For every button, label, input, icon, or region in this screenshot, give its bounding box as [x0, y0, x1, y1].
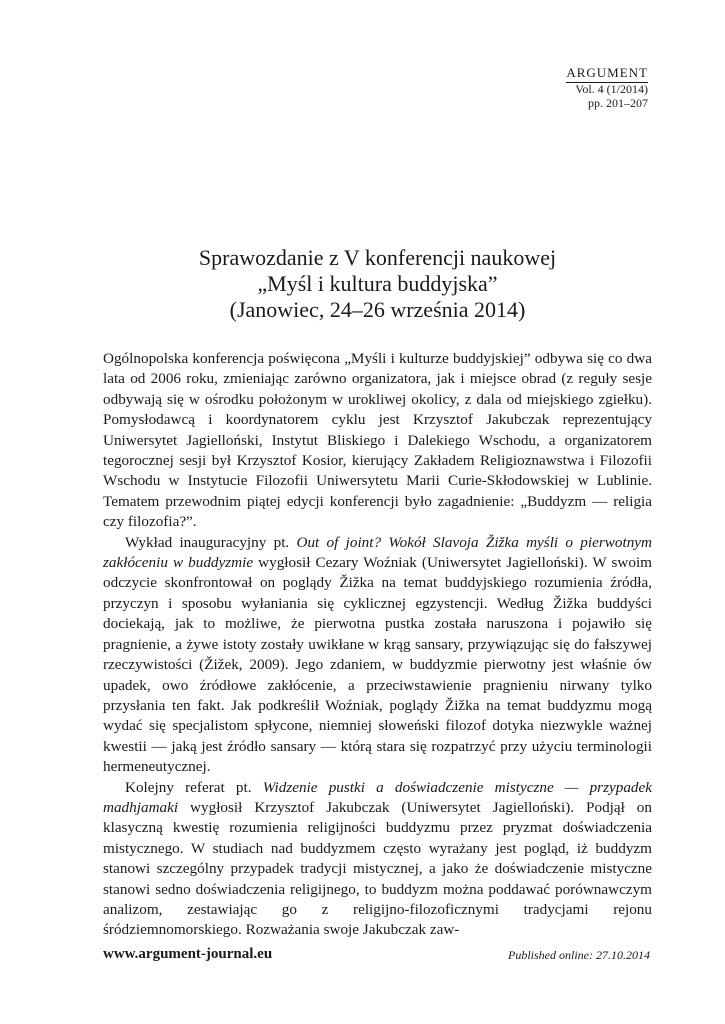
title-line-3: (Janowiec, 24–26 września 2014)	[229, 297, 526, 322]
article-title	[103, 245, 652, 323]
article-body	[103, 349, 652, 941]
journal-volume: Vol. 4 (1/2014)	[575, 81, 648, 96]
journal-url-link[interactable]: www.argument-journal.eu	[103, 946, 273, 962]
journal-pages: pp. 201–207	[588, 95, 648, 110]
journal-name: ARGUMENT	[566, 66, 648, 83]
title-line-1: Sprawozdanie z V konferencji naukowej	[198, 245, 557, 270]
paragraph-3-intro: Kolejny referat pt.	[125, 778, 263, 796]
title-line-2: „Myśl i kultura buddyjska”	[257, 271, 498, 296]
lecture-title-2: Widzenie pustki a doświadczenie mistyczne — przypadek madhjamaki	[103, 778, 652, 816]
published-date: Published online: 27.10.2014	[508, 948, 650, 962]
paragraph-2-text: wygłosił Cezary Woźniak (Uniwersytet Jagielloński). W swoim odczycie skonfrontował on poglądy Žižka na temat buddyjskiego rozumienia źródła, przyczyn i sposobu wyłaniania się cyklicznej egzystencji. Według Žižka buddyści dociekają, jak to możliwe, że pierwotna pustka została naruszona i pojawiło się pragnienie, a żywe istoty zostały uwikłane w krąg sansary, przywiązując się do fałszywej rzeczywistości (Žižek, 2009). Jego zdaniem, w buddyzmie pierwotny jest właśnie ów upadek, owo źródłowe zakłócenie, a przeciwstawienie pragnieniu nirwany tylko przysłania ten fakt. Jak podkreślił Woźniak, poglądy Žižka na temat buddyzmu mogą wydać się specjalistom spłycone, niemniej słoweński filozof dotyka niezwykle ważnej kwestii — jaką jest źródło sansary — którą stara się rozpatrzyć przy użyciu terminologii hermeneutycznej.	[103, 554, 652, 776]
lecture-title-1: Out of joint? Wokół Slavoja Žižka myśli o pierwotnym zakłóceniu w buddyzmie	[103, 533, 652, 572]
journal-meta	[566, 64, 648, 111]
paragraph-3-text: wygłosił Krzysztof Jakubczak (Uniwersytet Jagielloński). Podjął on klasyczną kwestię rozumienia religijności buddyzmu przez pryzmat doświadczenia mistycznego. W studiach nad buddyzmem często wyrażany jest pogląd, iż buddyzm stanowi szczególny przypadek tradycji mistycznej, a jako że doświadczenie mistyczne stanowi sedno doświadczenia religijnego, to buddyzm można poddawać porównawczym analizom, zestawiając go z religijno-filozoficznymi tradycjami rejonu śródziemnomorskiego. Rozważania swoje Jakubczak zaw-	[103, 798, 652, 939]
paragraph-2	[103, 533, 652, 778]
paragraph-2-intro: Wykład inauguracyjny pt.	[125, 533, 297, 551]
paragraph-3	[103, 778, 652, 941]
paragraph-1: Ogólnopolska konferencja poświęcona „Myśli i kulturze buddyjskiej” odbywa się co dwa lata od 2006 roku, zmieniając zarówno organizatora, jak i miejsce obrad (z reguły sesje odbywają się w ośrodku położonym w urokliwej okolicy, z dala od miejskiego zgiełku). Pomysłodawcą i koordynatorem cyklu jest Krzysztof Jakubczak reprezentujący Uniwersytet Jagielloński, Instytut Bliskiego i Dalekiego Wschodu, a organizatorem tegorocznej sesji był Krzysztof Kosior, kierujący Zakładem Religioznawstwa i Filozofii Wschodu w Instytucie Filozofii Uniwersytetu Marii Curie-Skłodowskiej w Lublinie. Tematem przewodnim piątej edycji konferencji było zagadnienie: „Buddyzm — religia czy filozofia?”.	[103, 350, 652, 531]
